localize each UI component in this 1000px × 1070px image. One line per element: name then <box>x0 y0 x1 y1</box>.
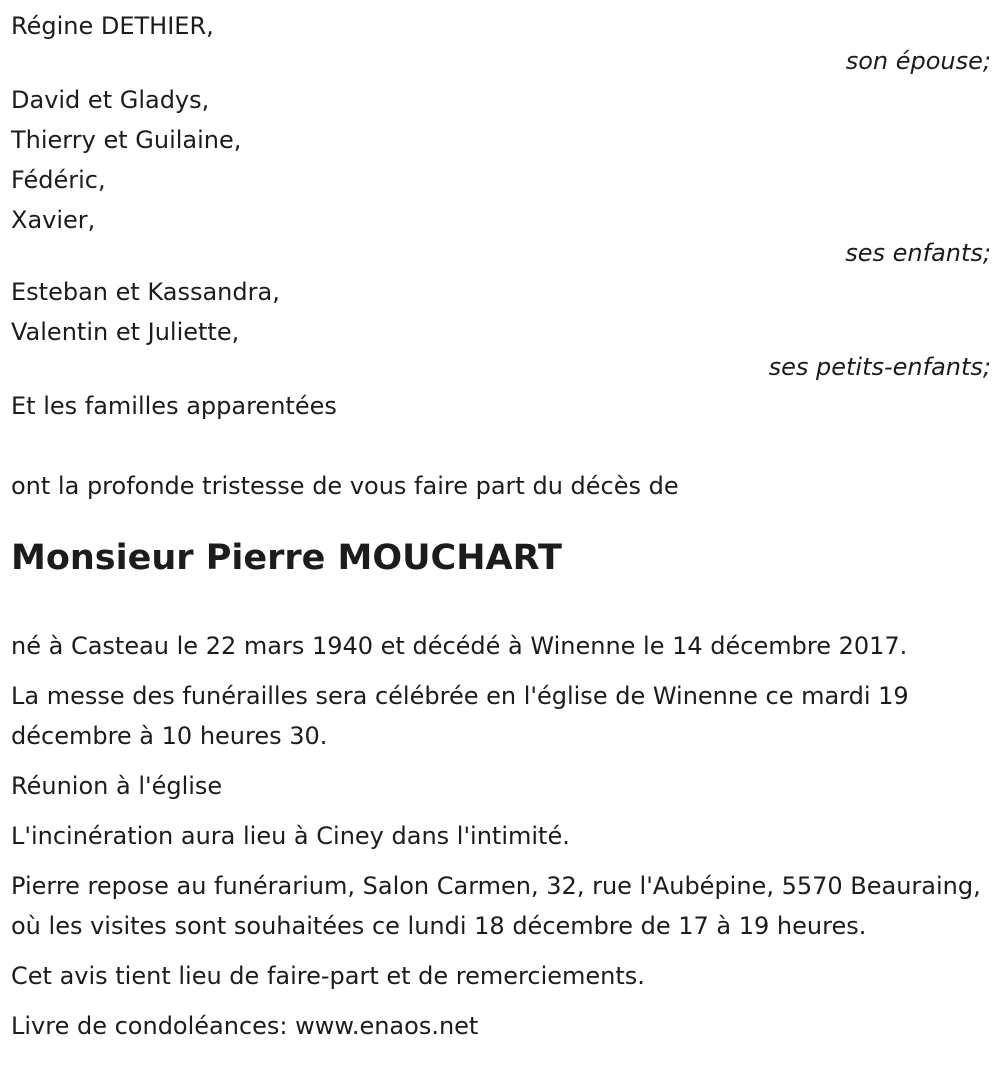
funeral-mass-info: La messe des funérailles sera célébrée en l'église de Winenne ce mardi 19 décembre à 10 heures 30. <box>11 682 909 750</box>
deceased-name: Monsieur Pierre MOUCHART <box>11 538 562 578</box>
child-name: Xavier, <box>11 206 96 234</box>
grandchild-name: Valentin et Juliette, <box>11 318 240 346</box>
child-name: David et Gladys, <box>11 86 210 114</box>
grandchild-name: Esteban et Kassandra, <box>11 278 280 306</box>
notice-info: Cet avis tient lieu de faire-part et de remerciements. <box>11 962 645 990</box>
children-role: ses enfants; <box>845 239 991 267</box>
child-name: Fédéric, <box>11 166 106 194</box>
obituary-notice <box>11 0 991 1056</box>
announcement-text: ont la profonde tristesse de vous faire part du décès de <box>11 472 679 500</box>
child-name: Thierry et Guilaine, <box>11 126 242 154</box>
condolences-info: Livre de condoléances: www.enaos.net <box>11 1012 479 1040</box>
related-families: Et les familles apparentées <box>11 392 337 420</box>
grandchildren-role: ses petits-enfants; <box>768 353 991 381</box>
birth-death-info: né à Casteau le 22 mars 1940 et décédé à Winenne le 14 décembre 2017. <box>11 632 908 660</box>
meeting-info: Réunion à l'église <box>11 772 223 800</box>
cremation-info: L'incinération aura lieu à Ciney dans l'intimité. <box>11 822 570 850</box>
spouse-name: Régine DETHIER, <box>11 12 214 40</box>
visitation-info: Pierre repose au funérarium, Salon Carmen, 32, rue l'Aubépine, 5570 Beauraing, où les visites sont souhaitées ce lundi 18 décembre de 17 à 19 heures. <box>11 872 981 940</box>
spouse-role: son épouse; <box>845 47 991 75</box>
